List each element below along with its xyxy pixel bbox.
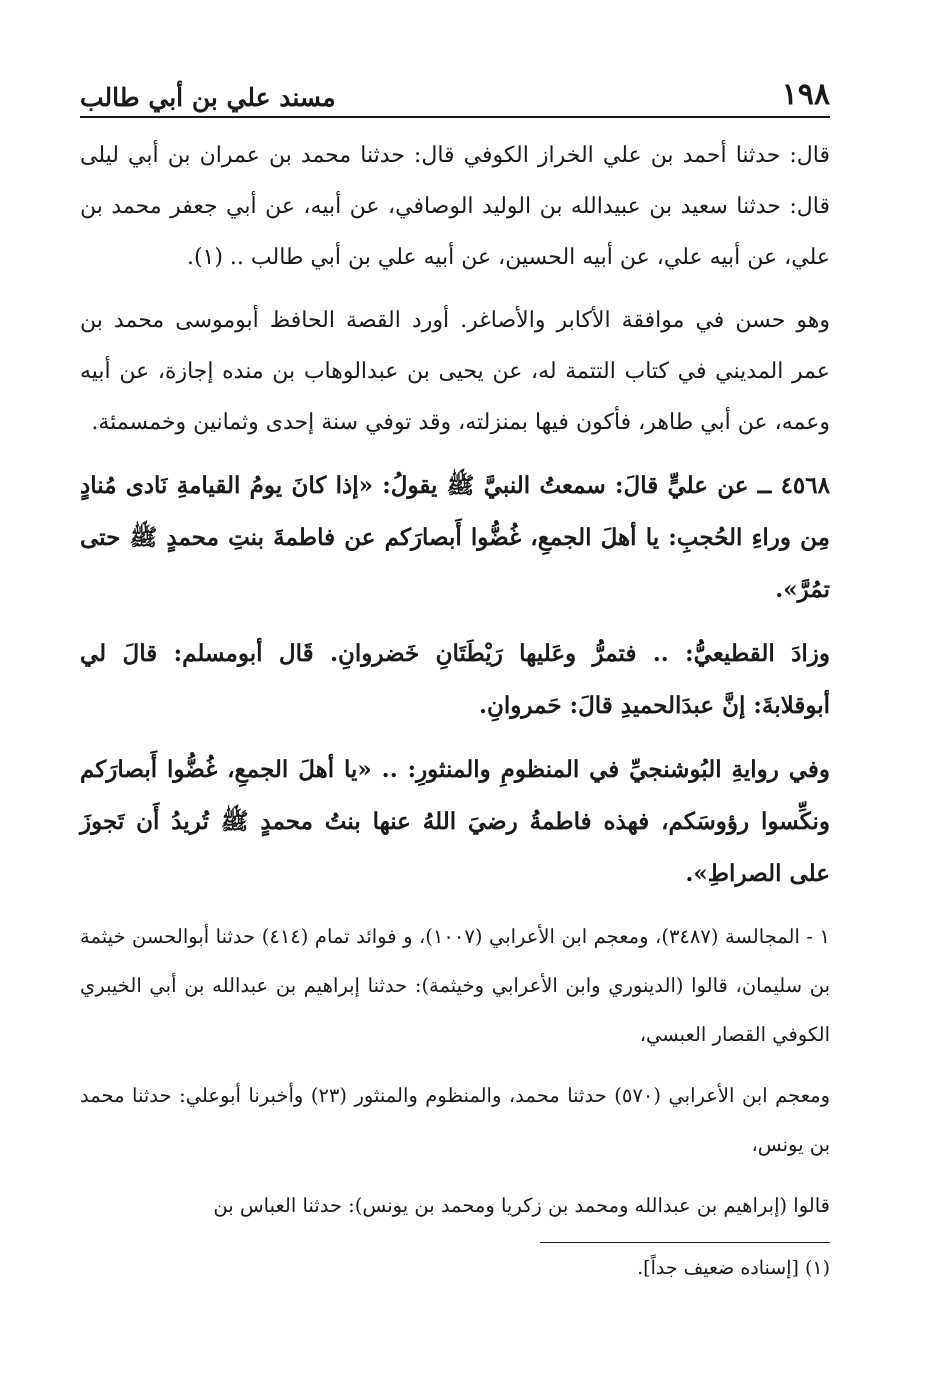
paragraph-isnad: قال: حدثنا أحمد بن علي الخراز الكوفي قال: حدثنا محمد بن عمران بن أبي ليلى قال: حدثنا سعيد بن عبيدالله بن الوليد الوصافي، عن أبيه، عن أبي جعفر محمد بن علي، عن أبيه علي، عن أبيه الحسين، عن أبيه علي بن أبي طالب .. (١). [80, 143, 830, 270]
hadith-4568: ٤٥٦٨ ــ عن عليٍّ قالَ: سمعتُ النبيَّ ﷺ يقولُ: «إذا كانَ يومُ القيامةِ نَادى مُنادٍ مِن وراءِ الحُجبِ: يا أهلَ الجمعِ، غُضُّوا أَبصارَكم عن فاطمةَ بنتِ محمدٍ ﷺ حتى تمُرَّ». [80, 472, 830, 603]
running-header [80, 62, 830, 118]
paragraph-commentary: وهو حسن في موافقة الأكابر والأصاغر. أورد القصة الحافظ أبوموسى محمد بن عمر المديني في كتاب التتمة له، عن يحيى بن عبدالوهاب بن منده إجازة، عن أبيه وعمه، عن أبي طاهر، فأكون فيها بمنزلته، وقد توفي سنة إحدى وثمانين وخمسمئة. [80, 308, 830, 435]
paragraph-takhrij-1: ١ - المجالسة (٣٤٨٧)، ومعجم ابن الأعرابي (١٠٠٧)، و فوائد تمام (٤١٤) حدثنا أبوالحسن خيثمة بن سليمان، قالوا (الدينوري وابن الأعرابي وخيثمة): حدثنا إبراهيم بن عبدالله بن أبي الخيبري الكوفي القصار العبسي، [80, 925, 831, 1046]
page [80, 62, 830, 1283]
paragraph-qatii-addition: وزادَ القطيعيُّ: .. فتمرُّ وعَليها رَيْطَتَانِ خَضروانِ. قَال أبومسلم: قالَ لي أبوقلابةَ: إنَّ عبدَالحميدِ قالَ: حَمروانِ. [80, 640, 830, 719]
footnote: (١) [إسناده ضعيف جداً]. [637, 1257, 830, 1279]
paragraph-bushanji-narration: وفي روايةِ البُوشنجيِّ في المنظومِ والمنثورِ: .. «يا أهلَ الجمعِ، غُضُّوا أَبصارَكم ونكِّسوا رؤوسَكم، فهذه فاطمةُ رضيَ اللهُ عنها بنتُ محمدٍ ﷺ تُريدُ أَن تَجوزَ على الصراطِ». [80, 756, 830, 887]
running-title: مسند علي بن أبي طالب [80, 83, 336, 112]
paragraph-takhrij-2: ومعجم ابن الأعرابي (٥٧٠) حدثنا محمد، والمنظوم والمنثور (٢٣) وأخبرنا أبوعلي: حدثنا محمد بن يونس، [80, 1084, 830, 1156]
paragraph-takhrij-3: قالوا (إبراهيم بن عبدالله ومحمد بن زكريا ومحمد بن يونس): حدثنا العباس بن [213, 1194, 830, 1217]
body-text [80, 130, 830, 1230]
footnote-divider [540, 1242, 830, 1243]
page-number: ١٩٨ [781, 77, 830, 112]
